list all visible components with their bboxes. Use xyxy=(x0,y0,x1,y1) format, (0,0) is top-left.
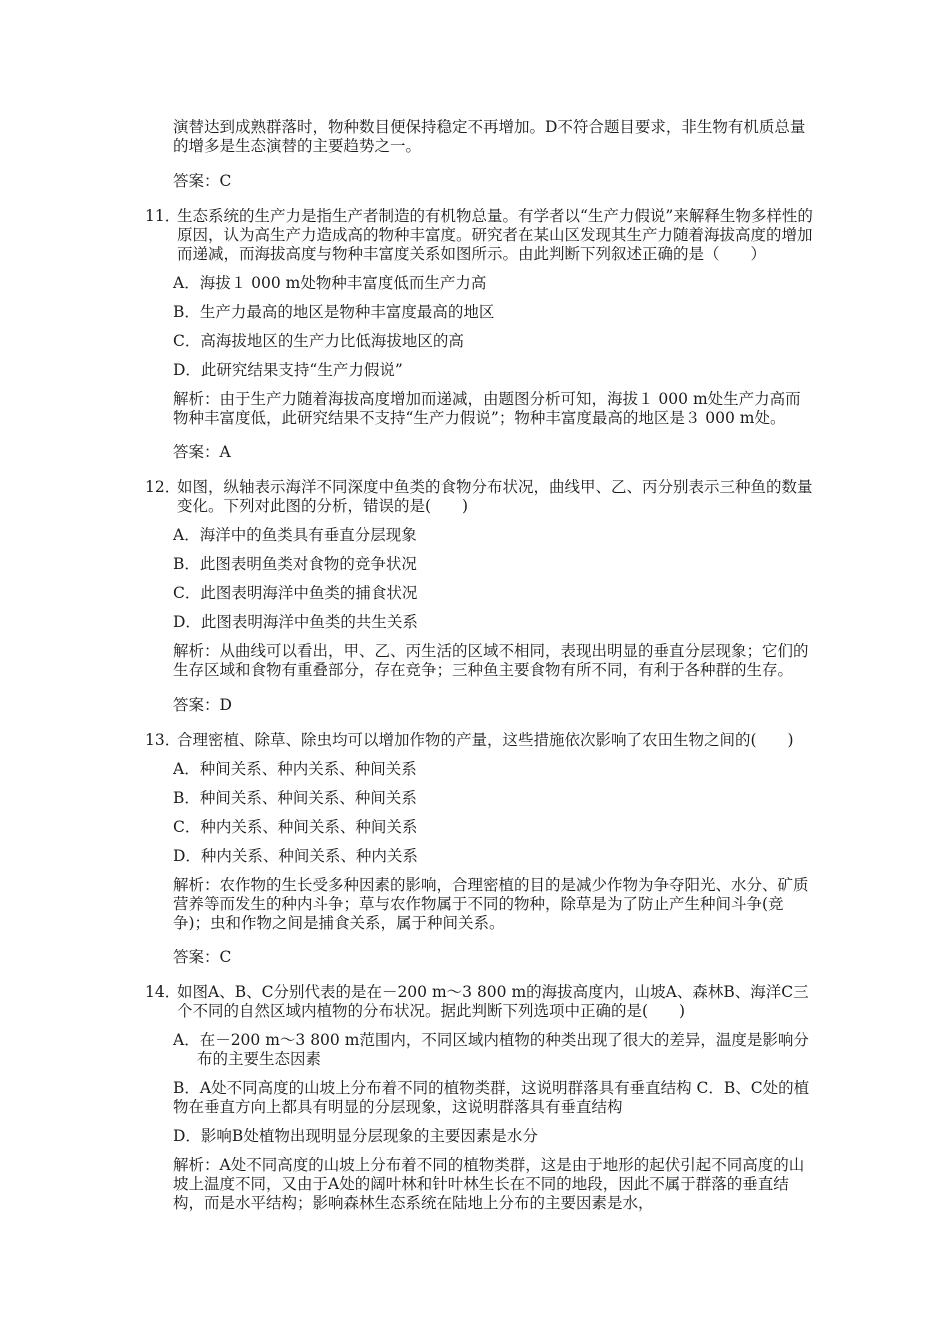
option-d: D．种内关系、种间关系、种内关系 xyxy=(173,846,418,865)
option-d: D．影响B处植物出现明显分层现象的主要因素是水分 xyxy=(173,1127,538,1145)
answer: 答案：C xyxy=(173,948,232,966)
page-content xyxy=(145,118,813,1223)
answer: 答案：D xyxy=(173,695,232,714)
option-b: B．种间关系、种间关系、种间关系 xyxy=(173,788,417,807)
question-11 xyxy=(145,207,813,264)
option-c: C．此图表明海洋中鱼类的捕食状况 xyxy=(173,584,418,602)
option-b: B．此图表明鱼类对食物的竞争状况 xyxy=(173,555,417,573)
option-d: D．此研究结果支持“生产力假说” xyxy=(173,360,403,379)
question-stem: 合理密植、除草、除虫均可以增加作物的产量，这些措施依次影响了农田生物之间的( ) xyxy=(177,730,794,749)
question-stem: 如图A、B、C分别代表的是在－200 m～3 800 m的海拔高度内，山坡A、森林B、海洋C三个不同的自然区域内植物的分布状况。据此判断下列选项中正确的是( ) xyxy=(177,983,809,1020)
question-number: 14． xyxy=(145,983,181,1001)
option-d: D．此图表明海洋中鱼类的共生关系 xyxy=(173,613,418,631)
question-13 xyxy=(145,731,813,750)
answer: 答案：A xyxy=(173,443,231,461)
question-number: 12． xyxy=(145,478,181,496)
question-number: 11． xyxy=(145,206,181,225)
question-stem: 生态系统的生产力是指生产者制造的有机物总量。有学者以“生产力假说”来解释生物多样性的原因，认为高生产力造成高的物种丰富度。研究者在某山区发现其生产力随着海拔高度的增加而递减，而海拔高度与物种丰富度关系如图所示。由此判断下列叙述正确的是（ ） xyxy=(177,206,813,263)
option-a: A．海拔１ 000 m处物种丰富度低而生产力高 xyxy=(173,273,487,292)
question-14 xyxy=(145,983,813,1021)
option-c: C．高海拔地区的生产力比低海拔地区的高 xyxy=(173,331,464,350)
option-c: C．种内关系、种间关系、种间关系 xyxy=(173,817,418,836)
option-a-text: A．在－200 m～3 800 m范围内，不同区域内植物的种类出现了很大的差异，温度是影响分布的主要生态因素 xyxy=(173,1031,809,1068)
explanation: 解析：从曲线可以看出，甲、乙、丙生活的区域不相同，表现出明显的垂直分层现象；它们的生存区域和食物有重叠部分，存在竞争；三种鱼主要食物有所不同，有利于各种群的生存。 xyxy=(173,642,809,679)
option-a xyxy=(145,1031,813,1069)
question-number: 13． xyxy=(145,730,181,749)
intro-continuation: 演替达到成熟群落时，物种数目便保持稳定不再增加。D不符合题目要求，非生物有机质总量的增多是生态演替的主要趋势之一。 xyxy=(173,118,806,155)
option-b: B．生产力最高的地区是物种丰富度最高的地区 xyxy=(173,302,495,321)
explanation: 解析：农作物的生长受多种因素的影响，合理密植的目的是减少作物为争夺阳光、水分、矿质营养等而发生的种内斗争；草与农作物属于不同的物种，除草是为了防止产生种间斗争(竞争)；虫和作物之间是捕食关系，属于种间关系。 xyxy=(173,875,809,932)
explanation: 解析：A处不同高度的山坡上分布着不同的植物类群，这是由于地形的起伏引起不同高度的山坡上温度不同，又由于A处的阔叶林和针叶林生长在不同的地段，因此不属于群落的垂直结构，而是水平结构；影响森林生态系统在陆地上分布的主要因素是水， xyxy=(173,1156,805,1212)
option-a: A．海洋中的鱼类具有垂直分层现象 xyxy=(173,526,417,544)
option-b-c: B．A处不同高度的山坡上分布着不同的植物类群，这说明群落具有垂直结构 C．B、C处的植物在垂直方向上都具有明显的分层现象，这说明群落具有垂直结构 xyxy=(173,1079,810,1116)
question-12 xyxy=(145,478,813,516)
intro-answer: 答案：C xyxy=(173,171,232,190)
option-a: A．种间关系、种内关系、种间关系 xyxy=(173,759,417,778)
question-stem: 如图，纵轴表示海洋不同深度中鱼类的食物分布状况，曲线甲、乙、丙分别表示三种鱼的数量变化。下列对此图的分析，错误的是( ) xyxy=(177,478,813,515)
explanation: 解析：由于生产力随着海拔高度增加而递减，由题图分析可知，海拔１ 000 m处生产力高而物种丰富度低，此研究结果不支持“生产力假说”；物种丰富度最高的地区是３ 000 m处。 xyxy=(173,389,801,427)
